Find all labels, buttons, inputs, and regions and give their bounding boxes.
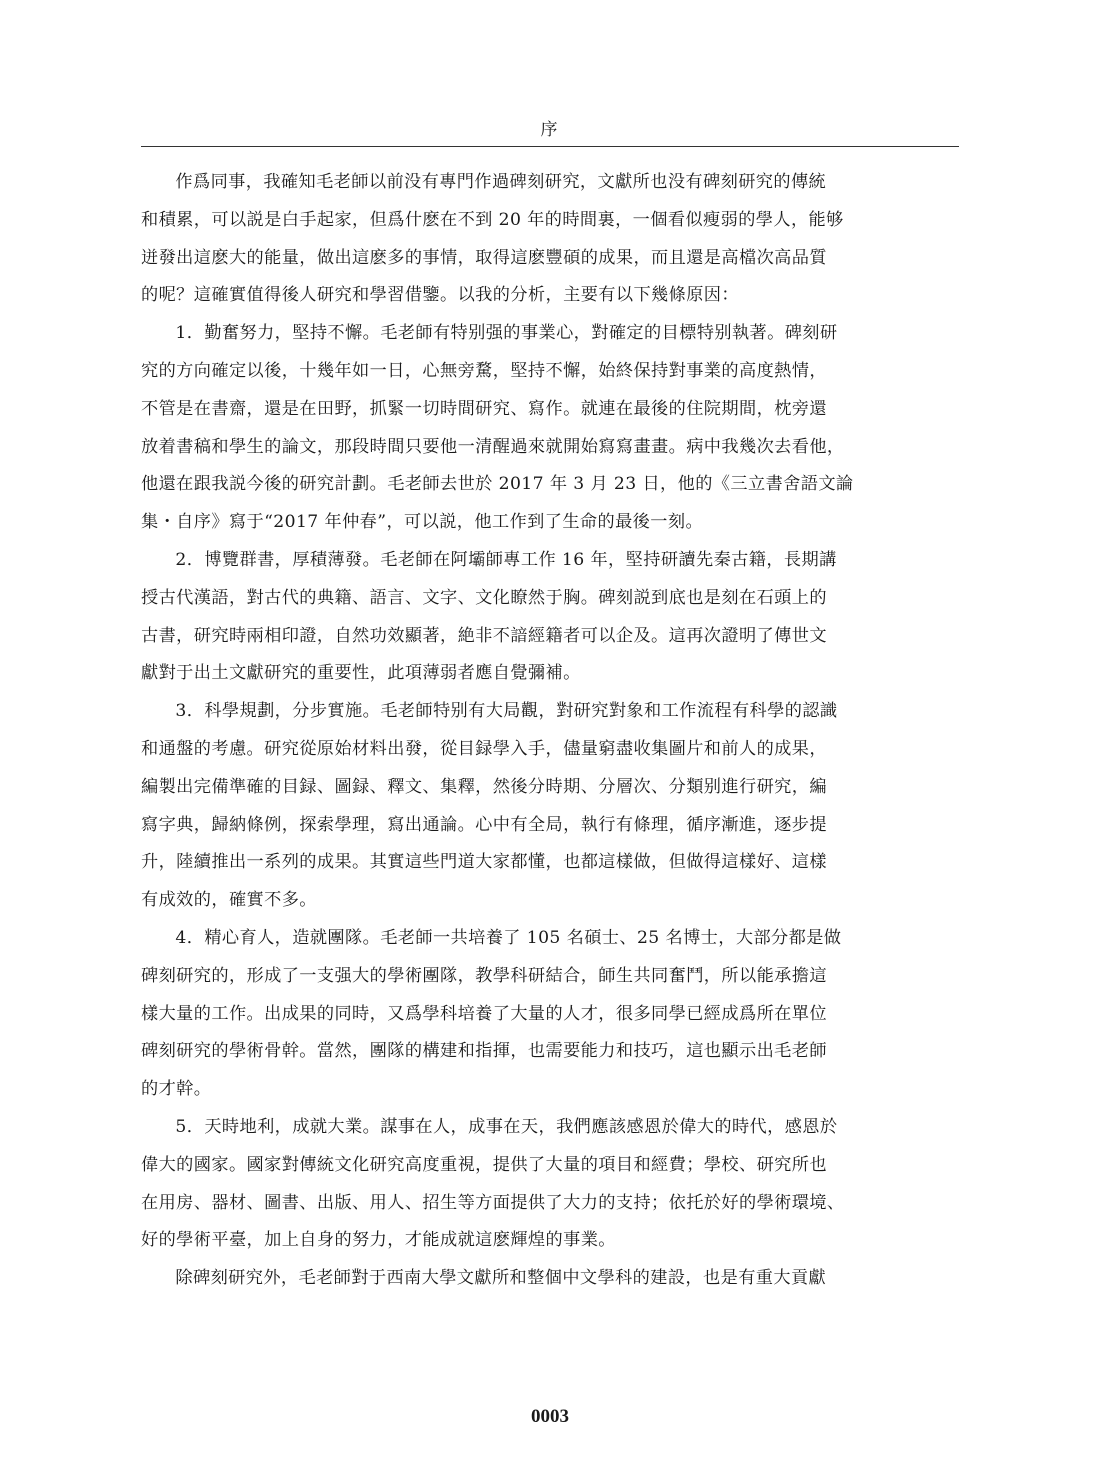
paragraph-reason-3: 3．科學規劃，分步實施。毛老師特别有大局觀，對研究對象和工作流程有科學的認識 和通盤的考慮。研究從原始材料出發，從目録學入手，儘量窮盡收集圖片和前人的成果， 編製出完備準確的目録、圖録、釋文、集釋，然後分時期、分層次、分類别進行研究，編 寫字典，歸納條例，探索學理，寫出通論。心中有全局，執行有條理，循序漸進，逐步提 升，陸續推出一系列的成果。其實這些門道大家都懂，也都這樣做，但做得這樣好、這樣 有成效的，確實不多。 <box>141 701 838 911</box>
header-rule <box>141 146 959 147</box>
paragraph-reason-5: 5．天時地利，成就大業。謀事在人，成事在天，我們應該感恩於偉大的時代，感恩於 偉大的國家。國家對傳統文化研究高度重視，提供了大量的項目和經費；學校、研究所也 在用房、器材、圖書、出版、用人、招生等方面提供了大力的支持；依托於好的學術環境、 好的學術平臺，加上自身的努力，才能成就這麽輝煌的事業。 <box>141 1116 845 1251</box>
running-head-title: 序 <box>540 120 560 140</box>
page-header <box>141 112 959 148</box>
page-number: 0003 <box>531 1406 569 1427</box>
paragraph-reason-4: 4．精心育人，造就團隊。毛老師一共培養了 105 名碩士、25 名博士，大部分都是做 碑刻研究的，形成了一支强大的學術團隊，教學科研結合，師生共同奮鬥，所以能承擔這 樣大量的工作。出成果的同時，又爲學科培養了大量的人才，很多同學已經成爲所在單位 碑刻研究的學術骨幹。當然，團隊的構建和指揮，也需要能力和技巧，這也顯示出毛老師 的才幹。 <box>141 927 842 1100</box>
paragraph-intro: 作爲同事，我確知毛老師以前没有專門作過碑刻研究，文獻所也没有碑刻研究的傳統 和積累，可以説是白手起家，但爲什麽在不到 20 年的時間裏，一個看似瘦弱的學人，能够 迸發出這麽大的能量，做出這麽多的事情，取得這麽豐碩的成果，而且還是高檔次高品質 的呢？這確實值得後人研究和學習借鑒。以我的分析，主要有以下幾條原因： <box>141 172 844 306</box>
paragraph-continuation: 除碑刻研究外，毛老師對于西南大學文獻所和整個中文學科的建設，也是有重大貢獻 <box>175 1268 827 1289</box>
paragraph-reason-2: 2．博覽群書，厚積薄發。毛老師在阿壩師專工作 16 年，堅持研讀先秦古籍，長期講 授古代漢語，對古代的典籍、語言、文字、文化瞭然于胸。碑刻説到底也是刻在石頭上的 古書，研究時兩相印證，自然功效顯著，絶非不諳經籍者可以企及。這再次證明了傳世文 獻對于出土文獻研究的重要性，此項薄弱者應自覺彌補。 <box>141 549 837 684</box>
paragraph-reason-1: 1．勤奮努力，堅持不懈。毛老師有特别强的事業心，對確定的目標特别執著。碑刻研 究的方向確定以後，十幾年如一日，心無旁騖，堅持不懈，始終保持對事業的高度熱情， 不管是在書齋，還是在田野，抓緊一切時間研究、寫作。就連在最後的住院期間，枕旁還 放着書稿和學生的論文，那段時間只要他一清醒過來就開始寫寫畫畫。病中我幾次去看他， 他還在跟我説今後的研究計劃。毛老師去世於 2017 年 3 月 23 日，他的《三立書舍語文論 集・自序》寫于“2017 年仲春”，可以説，他工作到了生命的最後一刻。 <box>141 323 854 533</box>
body-text <box>141 164 959 1298</box>
